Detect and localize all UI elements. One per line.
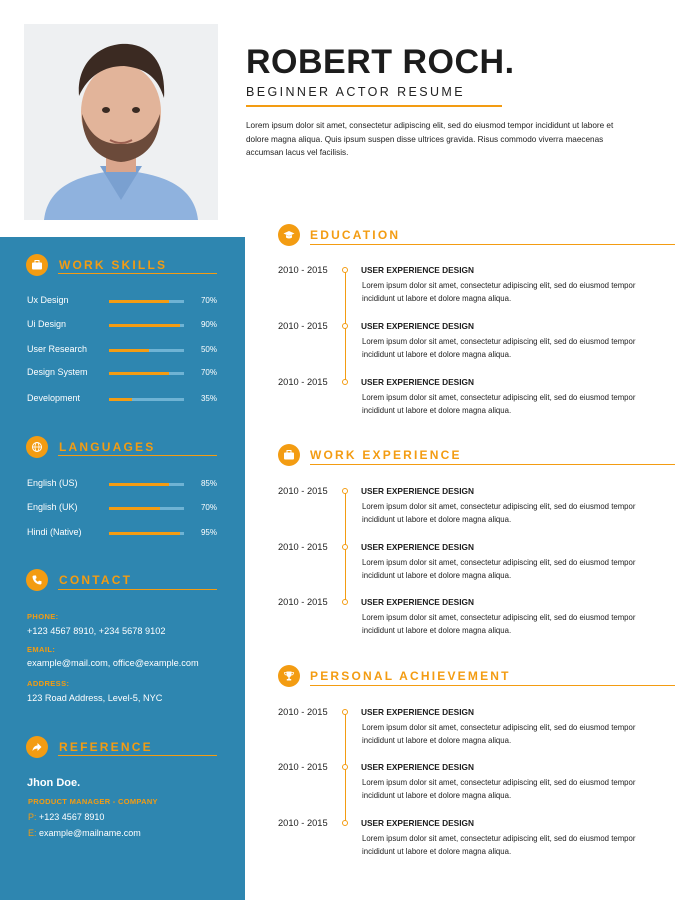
entry-title: USER EXPERIENCE DESIGN (361, 818, 474, 828)
trophy-icon (278, 665, 300, 687)
reference-title: REFERENCE (59, 740, 153, 754)
language-row (27, 527, 217, 539)
phone-label: PHONE: (27, 612, 59, 621)
skill-percent: 35% (200, 394, 217, 403)
language-percent: 70% (200, 503, 217, 512)
timeline-dot (342, 379, 348, 385)
reference-email-key: E: (28, 828, 37, 838)
skill-row (27, 319, 217, 331)
entry-description: Lorem ipsum dolor sit amet, consectetur adipiscing elit, sed do eiusmod tempor incididunt ut labore et dolore magna aliqua. (362, 778, 636, 800)
timeline-dot (342, 323, 348, 329)
graduation-cap-icon (278, 224, 300, 246)
globe-icon (26, 436, 48, 458)
skill-bar (109, 372, 184, 375)
language-bar (109, 483, 184, 486)
entry-date: 2010 - 2015 (278, 321, 328, 331)
entry-date: 2010 - 2015 (278, 265, 328, 275)
skill-percent: 70% (200, 368, 217, 377)
intro-paragraph: Lorem ipsum dolor sit amet, consectetur adipiscing elit, sed do eiusmod tempor incididunt ut labore et dolore magna aliqua. Quis ipsum suspen disse ultrices gravida. Risus commodo viverra maecenas accumsan lacus vel facilisis. (246, 121, 614, 157)
entry-date: 2010 - 2015 (278, 377, 328, 387)
language-bar-fill (109, 483, 169, 486)
skill-bar (109, 398, 184, 401)
divider (58, 755, 217, 756)
entry-description: Lorem ipsum dolor sit amet, consectetur adipiscing elit, sed do eiusmod tempor incididunt ut labore et dolore magna aliqua. (362, 834, 636, 856)
achievement-title: PERSONAL ACHIEVEMENT (310, 669, 511, 683)
entry-description: Lorem ipsum dolor sit amet, consectetur adipiscing elit, sed do eiusmod tempor incididunt ut labore et dolore magna aliqua. (362, 558, 636, 580)
entry-description: Lorem ipsum dolor sit amet, consectetur adipiscing elit, sed do eiusmod tempor incididunt ut labore et dolore magna aliqua. (362, 337, 636, 359)
skill-percent: 50% (200, 345, 217, 354)
education-entry (278, 321, 678, 371)
reference-position: PRODUCT MANAGER - COMPANY (28, 797, 158, 806)
entry-description: Lorem ipsum dolor sit amet, consectetur adipiscing elit, sed do eiusmod tempor incididunt ut labore et dolore magna aliqua. (362, 393, 636, 415)
timeline-dot (342, 267, 348, 273)
language-label: English (US) (27, 478, 78, 488)
language-label: Hindi (Native) (27, 527, 82, 537)
skill-label: Ui Design (27, 319, 67, 329)
resume-header (246, 44, 626, 160)
language-row (27, 478, 217, 490)
education-title: EDUCATION (310, 228, 401, 242)
entry-description: Lorem ipsum dolor sit amet, consectetur adipiscing elit, sed do eiusmod tempor incididunt ut labore et dolore magna aliqua. (362, 502, 636, 524)
language-percent: 85% (200, 479, 217, 488)
entry-date: 2010 - 2015 (278, 542, 328, 552)
education-heading (278, 224, 400, 246)
timeline-dot (342, 820, 348, 826)
reference-phone-key: P: (28, 812, 37, 822)
achievement-entry (278, 818, 678, 868)
divider (310, 244, 675, 245)
skill-label: Design System (27, 367, 88, 377)
achievement-heading (278, 665, 511, 687)
skill-row (27, 295, 217, 307)
work-experience-title: WORK EXPERIENCE (310, 448, 462, 462)
language-bar (109, 507, 184, 510)
work-experience-entry (278, 597, 678, 647)
skill-label: Ux Design (27, 295, 69, 305)
phone-value: +123 4567 8910, +234 5678 9102 (27, 626, 166, 636)
address-value: 123 Road Address, Level-5, NYC (27, 693, 163, 703)
email-label: EMAIL: (27, 645, 56, 654)
contact-heading (26, 569, 132, 591)
language-bar (109, 532, 184, 535)
reference-email (28, 828, 141, 838)
entry-title: USER EXPERIENCE DESIGN (361, 377, 474, 387)
skill-bar-fill (109, 398, 132, 401)
languages-title: LANGUAGES (59, 440, 156, 454)
divider (58, 589, 217, 590)
skill-row (27, 393, 217, 405)
skill-bar-fill (109, 372, 169, 375)
entry-date: 2010 - 2015 (278, 762, 328, 772)
timeline-dot (342, 709, 348, 715)
address-label: ADDRESS: (27, 679, 70, 688)
language-bar-fill (109, 507, 160, 510)
entry-title: USER EXPERIENCE DESIGN (361, 707, 474, 717)
skill-bar-fill (109, 300, 169, 303)
sidebar (0, 237, 245, 900)
entry-title: USER EXPERIENCE DESIGN (361, 762, 474, 772)
reference-email-value: example@mailname.com (39, 828, 141, 838)
divider (310, 685, 675, 686)
entry-title: USER EXPERIENCE DESIGN (361, 265, 474, 275)
entry-date: 2010 - 2015 (278, 818, 328, 828)
work-experience-entry (278, 486, 678, 536)
entry-date: 2010 - 2015 (278, 597, 328, 607)
achievement-entry (278, 707, 678, 757)
language-row (27, 502, 217, 514)
language-bar-fill (109, 532, 180, 535)
entry-title: USER EXPERIENCE DESIGN (361, 321, 474, 331)
briefcase-icon (26, 254, 48, 276)
briefcase-icon (278, 444, 300, 466)
skill-bar-fill (109, 324, 180, 327)
language-label: English (UK) (27, 502, 78, 512)
portrait-illustration (24, 24, 218, 220)
entry-description: Lorem ipsum dolor sit amet, consectetur adipiscing elit, sed do eiusmod tempor incididunt ut labore et dolore magna aliqua. (362, 723, 636, 745)
skill-label: User Research (27, 344, 88, 354)
timeline-dot (342, 599, 348, 605)
work-experience-entry (278, 542, 678, 592)
candidate-name: ROBERT ROCH. (246, 43, 515, 81)
reference-name: Jhon Doe. (27, 777, 81, 789)
education-entry (278, 377, 678, 427)
divider (310, 464, 675, 465)
entry-date: 2010 - 2015 (278, 486, 328, 496)
achievement-entry (278, 762, 678, 812)
phone-icon (26, 569, 48, 591)
email-value: example@mail.com, office@example.com (27, 658, 199, 668)
work-experience-heading (278, 444, 462, 466)
timeline-dot (342, 488, 348, 494)
skill-bar-fill (109, 349, 149, 352)
skill-label: Development (27, 393, 81, 403)
language-percent: 95% (200, 528, 217, 537)
resume-role: BEGINNER ACTOR RESUME (246, 85, 502, 107)
timeline-dot (342, 544, 348, 550)
work-skills-title: WORK SKILLS (59, 258, 168, 272)
reference-phone (28, 812, 104, 822)
divider (58, 455, 217, 456)
education-entry (278, 265, 678, 315)
entry-description: Lorem ipsum dolor sit amet, consectetur adipiscing elit, sed do eiusmod tempor incididunt ut labore et dolore magna aliqua. (362, 613, 636, 635)
profile-photo (24, 24, 218, 220)
share-arrow-icon (26, 736, 48, 758)
entry-title: USER EXPERIENCE DESIGN (361, 486, 474, 496)
reference-phone-value: +123 4567 8910 (39, 812, 105, 822)
entry-title: USER EXPERIENCE DESIGN (361, 542, 474, 552)
skill-bar (109, 324, 184, 327)
skill-percent: 70% (200, 296, 217, 305)
entry-date: 2010 - 2015 (278, 707, 328, 717)
divider (58, 273, 217, 274)
skill-row (27, 367, 217, 379)
contact-title: CONTACT (59, 573, 133, 587)
skill-percent: 90% (200, 320, 217, 329)
timeline-dot (342, 764, 348, 770)
entry-title: USER EXPERIENCE DESIGN (361, 597, 474, 607)
skill-bar (109, 349, 184, 352)
entry-description: Lorem ipsum dolor sit amet, consectetur adipiscing elit, sed do eiusmod tempor incididunt ut labore et dolore magna aliqua. (362, 281, 636, 303)
skill-bar (109, 300, 184, 303)
skill-row (27, 344, 217, 356)
